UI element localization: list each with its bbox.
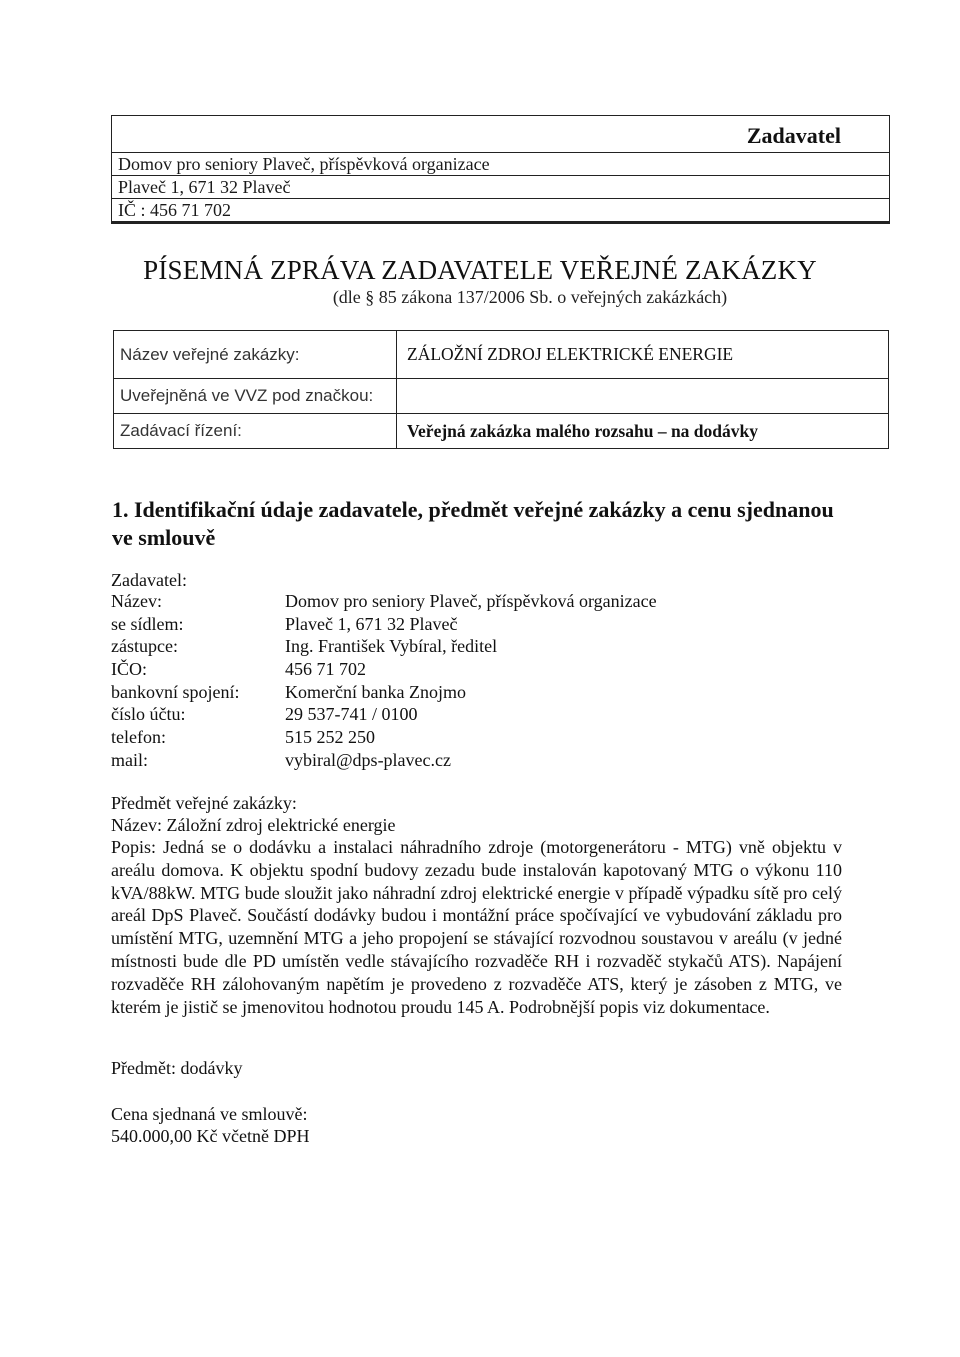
detail-value: Komerční banka Znojmo (285, 681, 466, 702)
subject-description: Popis: Jedná se o dodávku a instalaci náhradního zdroje (motorgenerátoru - MTG) vně objektu v areálu domova. K objektu spodní budovy zezadu bude instalován kapotovaný MTG o výkonu 110 kVA/88kW. MTG bude sloužit jako náhradní zdroj elektrické energie v případě výpadku sítě pro celý areál DpS Plaveč. Součástí dodávky budou i montážní práce spočívající ve vybudování základu pro umístění MTG, uzemnění MTG a jeho propojení se stávající rozvodnou soustavou v areálu (v jedné místnosti bude dle PD umístěn vedle stávajícího rozvaděče RH i rozvaděč stykačů ATS). Napájení rozvaděče RH zálohovaným napětím je provedeno z rozvaděče ATS, který je zásoben z MTG, ve kterém je jistič se jmenovitou hodnotou proudu 145 A. Podrobnější popis viz dokumentace. (111, 837, 842, 1017)
contract-name-value: ZÁLOŽNÍ ZDROJ ELEKTRICKÉ ENERGIE (397, 331, 889, 379)
detail-key: bankovní spojení: (111, 681, 240, 702)
list-item (111, 590, 657, 613)
document-title: PÍSEMNÁ ZPRÁVA ZADAVATELE VEŘEJNÉ ZAKÁZKY (143, 255, 817, 285)
table-row (114, 414, 889, 449)
detail-value: Plaveč 1, 671 32 Plaveč (285, 613, 458, 634)
header-address: Plaveč 1, 671 32 Plaveč (112, 176, 889, 199)
detail-value: 456 71 702 (285, 659, 366, 680)
header-organization: Domov pro seniory Plaveč, příspěvková organizace (112, 153, 889, 176)
header-title: Zadavatel (112, 116, 889, 153)
detail-value: 29 537-741 / 0100 (285, 704, 418, 725)
detail-value: Domov pro seniory Plaveč, příspěvková organizace (285, 591, 657, 611)
detail-value: Ing. František Vybíral, ředitel (285, 636, 498, 657)
contract-info-table (113, 330, 889, 449)
subject-name: Název: Záložní zdroj elektrické energie (111, 815, 396, 835)
contracting-authority-box (111, 115, 890, 224)
detail-key: Název: (111, 591, 162, 611)
subject-type: Předmět: dodávky (111, 1058, 243, 1078)
detail-value: 515 252 250 (285, 727, 375, 748)
detail-value: vybiral@dps-plavec.cz (285, 749, 452, 770)
procedure-label: Zadávací řízení: (114, 414, 397, 449)
detail-key: zástupce: (111, 636, 178, 657)
list-item (111, 703, 657, 726)
detail-key: číslo účtu: (111, 704, 186, 725)
price-heading: Cena sjednaná ve smlouvě: (111, 1104, 308, 1124)
subject-heading: Předmět veřejné zakázky: (111, 793, 297, 813)
detail-key: mail: (111, 749, 148, 770)
contract-name-label: Název veřejné zakázky: (114, 331, 397, 379)
detail-key: se sídlem: (111, 613, 184, 634)
list-item (111, 635, 657, 658)
procedure-value: Veřejná zakázka malého rozsahu – na dodávky (397, 414, 889, 449)
table-row (114, 379, 889, 414)
price-value: 540.000,00 Kč včetně DPH (111, 1126, 310, 1146)
authority-details (111, 590, 657, 772)
list-item (111, 749, 657, 772)
list-item (111, 681, 657, 704)
detail-key: telefon: (111, 727, 166, 748)
document-subtitle: (dle § 85 zákona 137/2006 Sb. o veřejných zakázkách) (332, 287, 728, 307)
detail-key: IČO: (111, 659, 147, 680)
authority-intro: Zadavatel: (111, 570, 187, 590)
list-item (111, 726, 657, 749)
list-item (111, 658, 657, 681)
section-heading: 1. Identifikační údaje zadavatele, předmět veřejné zakázky a cenu sjednanou ve smlouvě (112, 497, 834, 550)
vvz-label: Uveřejněná ve VVZ pod značkou: (114, 379, 397, 414)
header-ic: IČ : 456 71 702 (112, 199, 889, 223)
vvz-value (397, 379, 889, 414)
table-row (114, 331, 889, 379)
list-item (111, 613, 657, 636)
